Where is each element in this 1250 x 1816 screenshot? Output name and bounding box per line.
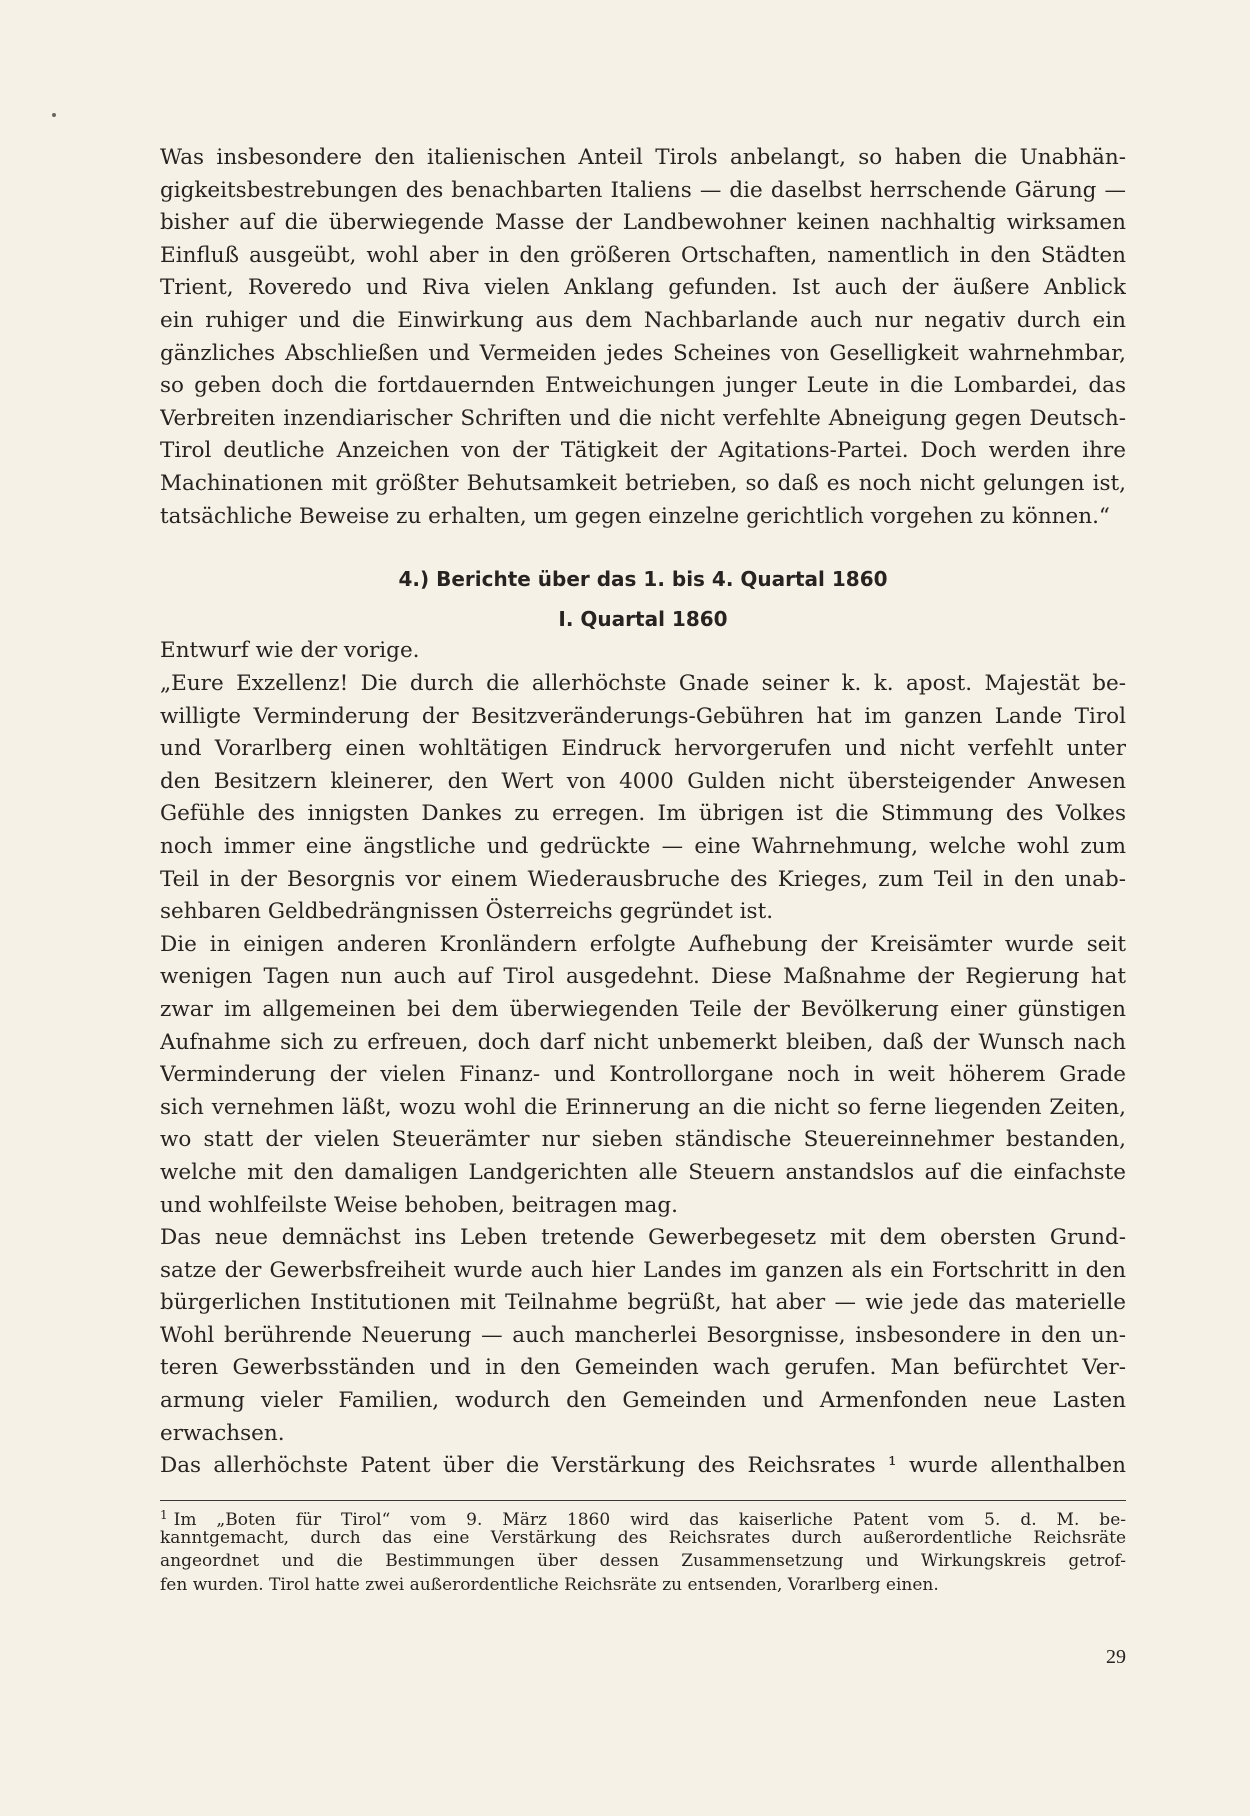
text-line: welche mit den damaligen Landgerichten alle Steuern anstandslos auf die einfachste xyxy=(160,1159,1126,1185)
footnote-rule xyxy=(160,1500,1126,1501)
text-line: Trient, Roveredo und Riva vielen Anklang gefunden. Ist auch der äußere Anblick xyxy=(160,275,1126,301)
text-line: gigkeitsbestrebungen des benachbarten Italiens — die daselbst herrschende Gärung — xyxy=(160,177,1126,203)
footnote-line xyxy=(160,1550,1126,1573)
section-heading: 4.) Berichte über das 1. bis 4. Quartal 1860 xyxy=(398,567,888,591)
text-line: Gefühle des innigsten Dankes zu erregen. Im übrigen ist die Stimmung des Volkes xyxy=(160,801,1126,827)
report-body xyxy=(160,668,1126,1483)
report-paragraph xyxy=(160,1450,1126,1483)
report-paragraph xyxy=(160,929,1126,1222)
footnote-line xyxy=(160,1527,1126,1550)
footnote-text: angeordnet und die Bestimmungen über dessen Zusammensetzung und Wirkungskreis getrof- xyxy=(160,1551,1126,1572)
text-line: Verbreiten inzendiarischer Schriften und die nicht verfehlte Abneigung gegen Deutsch- xyxy=(160,405,1126,431)
text-line: „Eure Exzellenz! Die durch die allerhöchste Gnade seiner k. k. apost. Majestät be- xyxy=(160,671,1126,696)
print-speck xyxy=(52,113,56,117)
subheading: I. Quartal 1860 xyxy=(558,607,728,631)
text-line: wenigen Tagen nun auch auf Tirol ausgedehnt. Diese Maßnahme der Regierung hat xyxy=(160,964,1126,990)
text-line: und wohlfeilste Weise behoben, beitragen mag. xyxy=(160,1192,678,1218)
text-line: Aufnahme sich zu erfreuen, doch darf nicht unbemerkt bleiben, daß der Wunsch nach xyxy=(160,1029,1126,1055)
text-line: Wohl berührende Neuerung — auch mancherlei Besorgnisse, insbesondere in den un- xyxy=(160,1322,1126,1348)
text-line: Das neue demnächst ins Leben tretende Gewerbegesetz mit dem obersten Grund- xyxy=(160,1225,1126,1251)
footnote-line xyxy=(160,1574,1126,1597)
text-line: Machinationen mit größter Behutsamkeit betrieben, so daß es noch nicht gelungen ist, xyxy=(160,470,1126,496)
text-line: zwar im allgemeinen bei dem überwiegenden Teile der Bevölkerung einer günstigen xyxy=(160,996,1126,1022)
text-line: sich vernehmen läßt, wozu wohl die Erinnerung an die nicht so ferne liegenden Zeiten, xyxy=(160,1094,1126,1120)
report-paragraph xyxy=(160,1222,1126,1450)
text-line: tatsächliche Beweise zu erhalten, um gegen einzelne gerichtlich vorgehen zu können.“ xyxy=(160,503,1110,529)
text-line: Das allerhöchste Patent über die Verstärkung des Reichsrates ¹ wurde allenthalben xyxy=(160,1453,1126,1479)
text-line: armung vieler Familien, wodurch den Gemeinden und Armenfonden neue Lasten xyxy=(160,1388,1126,1414)
text-line: Die in einigen anderen Kronländern erfolgte Aufhebung der Kreisämter wurde seit xyxy=(160,931,1126,957)
text-line: bisher auf die überwiegende Masse der Landbewohner keinen nachhaltig wirksamen xyxy=(160,210,1126,236)
text-line: erwachsen. xyxy=(160,1420,285,1446)
page-number: 29 xyxy=(1106,1646,1126,1668)
text-line: willigte Verminderung der Besitzveränderungs-Gebühren hat im ganzen Lande Tirol xyxy=(160,703,1126,729)
text-line: Verminderung der vielen Finanz- und Kontrollorgane noch in weit höherem Grade xyxy=(160,1062,1126,1088)
report-paragraph xyxy=(160,668,1126,929)
text-line: gänzliches Abschließen und Vermeiden jedes Scheines von Geselligkeit wahrnehmbar, xyxy=(160,340,1126,366)
text-line: bürgerlichen Institutionen mit Teilnahme begrüßt, hat aber — wie jede das materielle xyxy=(160,1290,1126,1316)
footnote-text: Im „Boten für Tirol“ vom 9. März 1860 wird das kaiserliche Patent vom 5. d. M. be- xyxy=(173,1510,1126,1528)
footnote-text: kanntgemacht, durch das eine Verstärkung des Reichsrates durch außerordentliche Reichsräte xyxy=(160,1528,1126,1549)
footnote xyxy=(160,1504,1126,1597)
text-line: und Vorarlberg einen wohltätigen Eindruck hervorgerufen und nicht verfehlt unter xyxy=(160,736,1126,762)
text-line: ein ruhiger und die Einwirkung aus dem Nachbarlande auch nur negativ durch ein xyxy=(160,307,1126,333)
text-line: Teil in der Besorgnis vor einem Wiederausbruche des Krieges, zum Teil in den unab- xyxy=(160,866,1126,892)
text-line: teren Gewerbsständen und in den Gemeinden wach gerufen. Man befürchtet Ver- xyxy=(160,1355,1126,1381)
text-line: wo statt der vielen Steuerämter nur sieben ständische Steuereinnehmer bestanden, xyxy=(160,1127,1126,1153)
text-line: Einfluß ausgeübt, wohl aber in den größeren Ortschaften, namentlich in den Städten xyxy=(160,242,1126,268)
text-line: sehbaren Geldbedrängnissen Österreichs gegründet ist. xyxy=(160,899,774,925)
text-line: Was insbesondere den italienischen Anteil Tirols anbelangt, so haben die Unabhän- xyxy=(160,145,1126,170)
footnote-line xyxy=(160,1504,1126,1527)
text-line: satze der Gewerbsfreiheit wurde auch hier Landes im ganzen als ein Fortschritt in den xyxy=(160,1257,1126,1283)
footnote-marker: 1 xyxy=(160,1508,168,1522)
footnote-text: fen wurden. Tirol hatte zwei außerordentliche Reichsräte zu entsenden, Vorarlberg einen. xyxy=(160,1574,939,1595)
text-line: Tirol deutliche Anzeichen von der Tätigkeit der Agitations-Partei. Doch werden ihre xyxy=(160,438,1126,464)
draft-note: Entwurf wie der vorige. xyxy=(160,638,420,663)
text-line: noch immer eine ängstliche und gedrückte — eine Wahrnehmung, welche wohl zum xyxy=(160,833,1126,859)
text-line: so geben doch die fortdauernden Entweichungen junger Leute in die Lombardei, das xyxy=(160,373,1126,399)
intro-paragraph xyxy=(160,142,1126,533)
text-line: den Besitzern kleinerer, den Wert von 4000 Gulden nicht übersteigender Anwesen xyxy=(160,768,1126,794)
